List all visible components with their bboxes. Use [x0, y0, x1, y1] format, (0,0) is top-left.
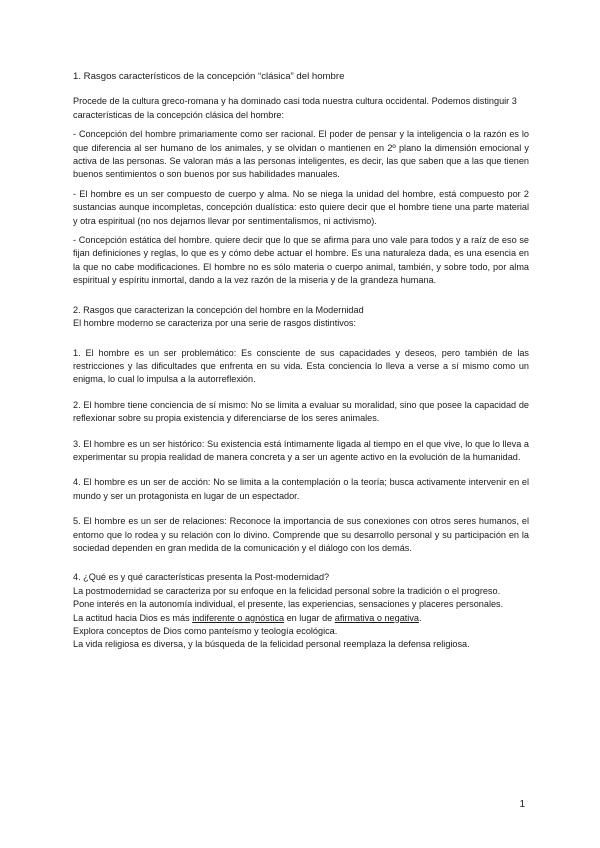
section1-item-2: - El hombre es un ser compuesto de cuerpo y alma. No se niega la unidad del hombre, está compuesto por 2 sustancias aunque incompletas, concepción dualística: esto quiere decir que el hombre tiene una parte material y otra espiritual (no nos dejarnos llevar por sentimentalismos, ni activismo). — [73, 188, 529, 226]
section2-intro: El hombre moderno se caracteriza por una serie de rasgos distintivos: — [73, 318, 357, 329]
section4-paragraph-5: La vida religiosa es diversa, y la búsqueda de la felicidad personal reemplaza la defensa religiosa. — [73, 639, 470, 650]
section4-heading: 4. ¿Qué es y qué características presenta la Post-modernidad? — [73, 572, 330, 583]
section4-p3-middle: en lugar de — [284, 612, 335, 623]
section4-paragraph-3 — [73, 612, 529, 625]
page-content — [73, 70, 529, 652]
underlined-affirmative: afirmativa o negativa — [334, 612, 419, 623]
section1-heading: 1. Rasgos característicos de la concepción “clásica” del hombre — [73, 71, 345, 82]
section2-item-1: 1. El hombre es un ser problemático: Es consciente de sus capacidades y deseos, pero también de las restricciones y las dificultades que enfrenta en su vida. Esta conciencia lo lleva a verse a sí mismo como un enigma, lo cual lo impulsa a la autorreflexión. — [73, 347, 529, 385]
section1-item-3: - Concepción estática del hombre. quiere decir que lo que se afirma para uno vale para todos y a raíz de eso se fijan definiciones y reglas, lo que es y cómo debe actuar el hombre. Es una naturaleza dada, es una esencia en la que no cabe modificaciones. El hombre no es sólo materia o cuerpo animal, también, y sobre todo, por alma espiritual y espíritu inmortal, dando a la vez razón de la miseria y de la grandeza humana. — [73, 235, 529, 286]
underlined-indifferent: indiferente o agnóstica — [192, 612, 285, 623]
section4-paragraph-4: Explora conceptos de Dios como panteísmo y teología ecológica. — [73, 626, 338, 636]
section4-paragraph-1: La postmodernidad se caracteriza por su enfoque en la felicidad personal sobre la tradición o el progreso. — [73, 585, 501, 596]
section2-heading: 2. Rasgos que caracterizan la concepción del hombre en la Modernidad — [73, 304, 364, 315]
section2-item-5: 5. El hombre es un ser de relaciones: Reconoce la importancia de sus conexiones con otros seres humanos, el entorno que lo rodea y su relación con lo divino. Comprende que su desarrollo personal y su participación en la sociedad dependen en gran medida de la comunicación y el diálogo con los demás. — [73, 516, 529, 553]
page-number: 1 — [519, 799, 525, 810]
section2-item-2: 2. El hombre tiene conciencia de sí mismo: No se limita a evaluar su moralidad, sino que posee la capacidad de reflexionar sobre su propia existencia y diferenciarse de los seres animales. — [73, 399, 529, 424]
section4-p3-prefix: La actitud hacia Dios es más — [73, 612, 193, 623]
section2-item-4: 4. El hombre es un ser de acción: No se limita a la contemplación o la teoría; busca activamente intervenir en el mundo y ser un protagonista en lugar de un espectador. — [73, 477, 529, 501]
section1-intro: Procede de la cultura greco-romana y ha dominado casi toda nuestra cultura occidental. Podemos distinguir 3 características de la concepción clásica del hombre: — [73, 96, 517, 120]
section4-p3-suffix: . — [418, 612, 422, 623]
section4-paragraph-2: Pone interés en la autonomía individual, el presente, las experiencias, sensaciones y placeres personales. — [73, 599, 504, 610]
section2-item-3: 3. El hombre es un ser histórico: Su existencia está íntimamente ligada al tiempo en el que vive, lo que lo lleva a experimentar su propia realidad de manera concreta y a ser un agente activo en la evolución de la humanidad. — [73, 438, 529, 462]
section1-item-1: - Concepción del hombre primariamente como ser racional. El poder de pensar y la inteligencia o la razón es lo que diferencia al ser humano de los animales, y se olvidan o mantienen en 2º plano la dimensión emocional y activa de las personas. Se valoran más a las personas inteligentes, es decir, las que saben que a las que tienen buenos sentimientos o son buenos por sus habilidades manuales. — [73, 129, 529, 180]
